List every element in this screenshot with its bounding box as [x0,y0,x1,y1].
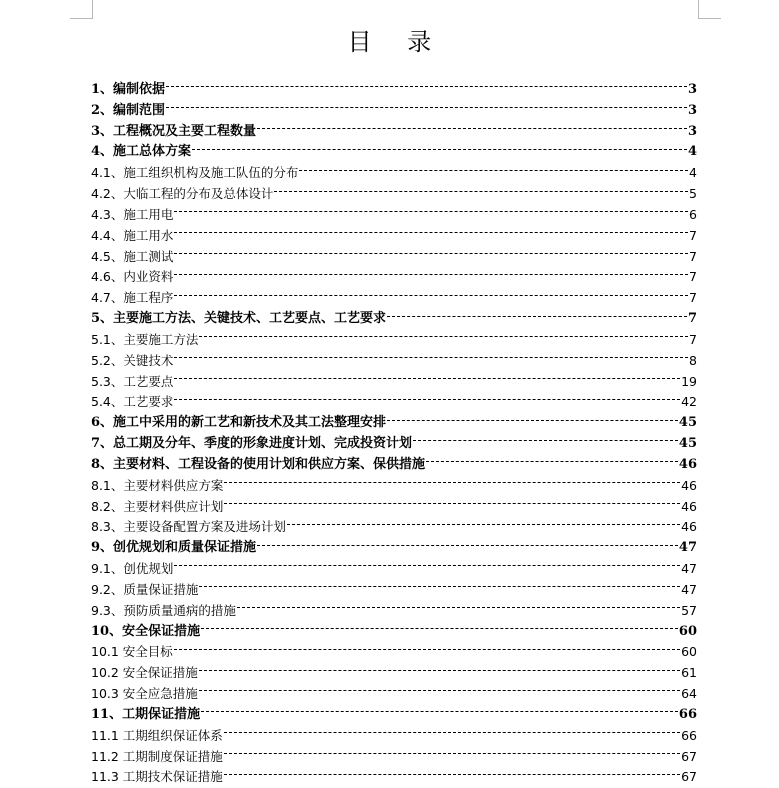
toc-entry-label: 9.2、质量保证措施 [91,581,199,597]
toc-entry[interactable] [91,267,697,288]
toc-entry-label: 11.2 工期制度保证措施 [91,748,223,764]
toc-entry-label: 8、主要材料、工程设备的使用计划和供应方案、保供措施 [91,456,426,472]
toc-leader-dots [387,315,687,317]
toc-leader-dots [166,106,687,108]
toc-entry[interactable] [91,601,697,622]
toc-leader-dots [224,502,680,504]
crop-mark-top-left [70,0,93,19]
toc-entry-label: 4.7、施工程序 [91,290,174,306]
toc-entry-label: 9、创优规划和质量保证措施 [91,540,257,556]
toc-entry-label: 5、主要施工方法、关键技术、工艺要点、工艺要求 [91,311,387,327]
toc-entry-page-number: 60 [681,644,697,660]
toc-entry-label: 10.1 安全目标 [91,644,173,660]
toc-leader-dots [224,731,680,733]
toc-entry[interactable] [91,726,697,747]
toc-title: 目 录 [347,28,446,56]
toc-entry-label: 3、工程概况及主要工程数量 [91,123,257,139]
toc-leader-dots [257,127,687,129]
toc-leader-dots [199,585,680,587]
toc-leader-dots [174,252,688,254]
toc-entry-page-number: 57 [681,602,697,618]
toc-leader-dots [224,773,680,775]
toc-entry-label: 8.3、主要设备配置方案及进场计划 [91,519,286,535]
toc-entry-page-number: 47 [681,581,697,597]
toc-entry-label: 11.1 工期组织保证体系 [91,727,223,743]
toc-entry[interactable] [91,663,697,684]
toc-entry[interactable] [91,163,697,184]
toc-entry[interactable] [91,226,697,247]
toc-entry-page-number: 47 [681,561,697,577]
toc-leader-dots [237,606,680,608]
toc-entry[interactable] [91,309,697,330]
toc-entry[interactable] [91,392,697,413]
toc-entry[interactable] [91,767,697,788]
toc-entry[interactable] [91,205,697,226]
toc-leader-dots [174,356,688,358]
toc-leader-dots [174,294,688,296]
toc-entry-page-number: 4 [687,144,697,160]
toc-leader-dots [199,335,688,337]
toc-entry-label: 10.2 安全保证措施 [91,665,198,681]
toc-entry-page-number: 46 [681,519,697,535]
toc-leader-dots [174,377,680,379]
toc-entry[interactable] [91,372,697,393]
toc-entry-page-number: 60 [678,623,697,639]
toc-entry[interactable] [91,288,697,309]
toc-entry[interactable] [91,184,697,205]
toc-entry-page-number: 64 [681,686,697,702]
toc-entry-label: 4.3、施工用电 [91,206,174,222]
toc-entry-page-number: 7 [689,290,697,306]
toc-entry-page-number: 5 [689,186,697,202]
crop-mark-top-right [698,0,721,19]
toc-entry-label: 1、编制依据 [91,82,166,97]
toc-entry-label: 5.2、关键技术 [91,352,174,368]
toc-entry-label: 8.1、主要材料供应方案 [91,477,224,493]
toc-entry-page-number: 7 [689,269,697,285]
toc-leader-dots [426,460,678,462]
toc-leader-dots [201,710,678,712]
toc-entry[interactable] [91,580,697,601]
toc-entry-label: 2、编制范围 [91,102,166,118]
toc-entry[interactable] [91,622,697,643]
toc-entry[interactable] [91,455,697,476]
toc-entry-page-number: 8 [689,352,697,368]
toc-entry-label: 5.3、工艺要点 [91,373,174,389]
toc-entry-page-number: 3 [687,102,697,118]
toc-entry-label: 4.4、施工用水 [91,227,174,243]
toc-leader-dots [224,752,680,754]
toc-entry-page-number: 6 [689,206,697,222]
toc-entry-page-number: 3 [687,82,697,97]
toc-entry-page-number: 4 [689,165,697,181]
toc-entry-page-number: 7 [687,311,697,327]
toc-entry-page-number: 7 [689,248,697,264]
toc-leader-dots [174,273,688,275]
toc-leader-dots [387,419,678,421]
toc-entry-page-number: 66 [681,727,697,743]
toc-entry-label: 9.3、预防质量通病的措施 [91,602,236,618]
toc-entry[interactable] [91,247,697,268]
toc-entry[interactable] [91,642,697,663]
toc-entry-label: 11、工期保证措施 [91,706,201,722]
toc-entry-label: 4.6、内业资料 [91,269,174,285]
toc-leader-dots [192,148,687,150]
toc-leader-dots [299,169,688,171]
toc-leader-dots [199,689,680,691]
toc-leader-dots [413,439,678,441]
toc-entry-page-number: 61 [681,665,697,681]
toc-entry-label: 6、施工中采用的新工艺和新技术及其工法整理安排 [91,415,387,431]
toc-entry-page-number: 19 [681,373,697,389]
toc-entry-page-number: 45 [678,436,697,452]
toc-entry[interactable] [91,434,697,455]
toc-entry[interactable] [91,80,697,101]
toc-entry[interactable] [91,497,697,518]
toc-entry-page-number: 47 [678,540,697,556]
toc-entry-label: 10.3 安全应急措施 [91,686,198,702]
toc-leader-dots [224,481,680,483]
toc-entry-page-number: 67 [681,769,697,785]
toc-leader-dots [166,85,687,87]
toc-entry-label: 5.1、主要施工方法 [91,331,199,347]
toc-leader-dots [287,523,680,525]
toc-entry-label: 10、安全保证措施 [91,623,201,639]
toc-leader-dots [174,648,680,650]
toc-entry[interactable] [91,476,697,497]
toc-entry[interactable] [91,517,697,538]
toc-entry[interactable] [91,684,697,705]
toc-leader-dots [174,210,688,212]
toc-entry[interactable] [91,351,697,372]
toc-leader-dots [199,669,680,671]
toc-entry-label: 4.2、大临工程的分布及总体设计 [91,186,274,202]
toc-entry-label: 8.2、主要材料供应计划 [91,498,224,514]
toc-leader-dots [201,627,678,629]
table-of-contents [91,80,697,788]
toc-entry-page-number: 67 [681,748,697,764]
toc-entry-label: 4.1、施工组织机构及施工队伍的分布 [91,165,299,181]
toc-entry-page-number: 7 [689,227,697,243]
toc-entry-label: 5.4、工艺要求 [91,394,174,410]
toc-entry[interactable] [91,413,697,434]
toc-entry-label: 4、施工总体方案 [91,144,192,160]
toc-entry-page-number: 45 [678,415,697,431]
toc-leader-dots [174,398,680,400]
toc-entry[interactable] [91,122,697,143]
toc-entry-label: 7、总工期及分年、季度的形象进度计划、完成投资计划 [91,436,413,452]
toc-entry[interactable] [91,559,697,580]
toc-entry-page-number: 46 [681,498,697,514]
toc-entry[interactable] [91,538,697,559]
toc-entry-label: 11.3 工期技术保证措施 [91,769,223,785]
toc-entry-page-number: 46 [681,477,697,493]
toc-leader-dots [274,190,688,192]
toc-entry-page-number: 7 [689,331,697,347]
toc-entry[interactable] [91,101,697,122]
toc-entry-page-number: 46 [678,456,697,472]
toc-entry-page-number: 66 [678,706,697,722]
toc-entry-page-number: 42 [681,394,697,410]
toc-leader-dots [257,544,678,546]
toc-entry[interactable] [91,142,697,163]
toc-leader-dots [174,564,680,566]
toc-entry-label: 4.5、施工测试 [91,248,174,264]
toc-leader-dots [174,231,688,233]
toc-entry[interactable] [91,330,697,351]
toc-entry-page-number: 3 [687,123,697,139]
toc-entry-label: 9.1、创优规划 [91,561,174,577]
toc-entry[interactable] [91,705,697,726]
toc-entry[interactable] [91,747,697,768]
